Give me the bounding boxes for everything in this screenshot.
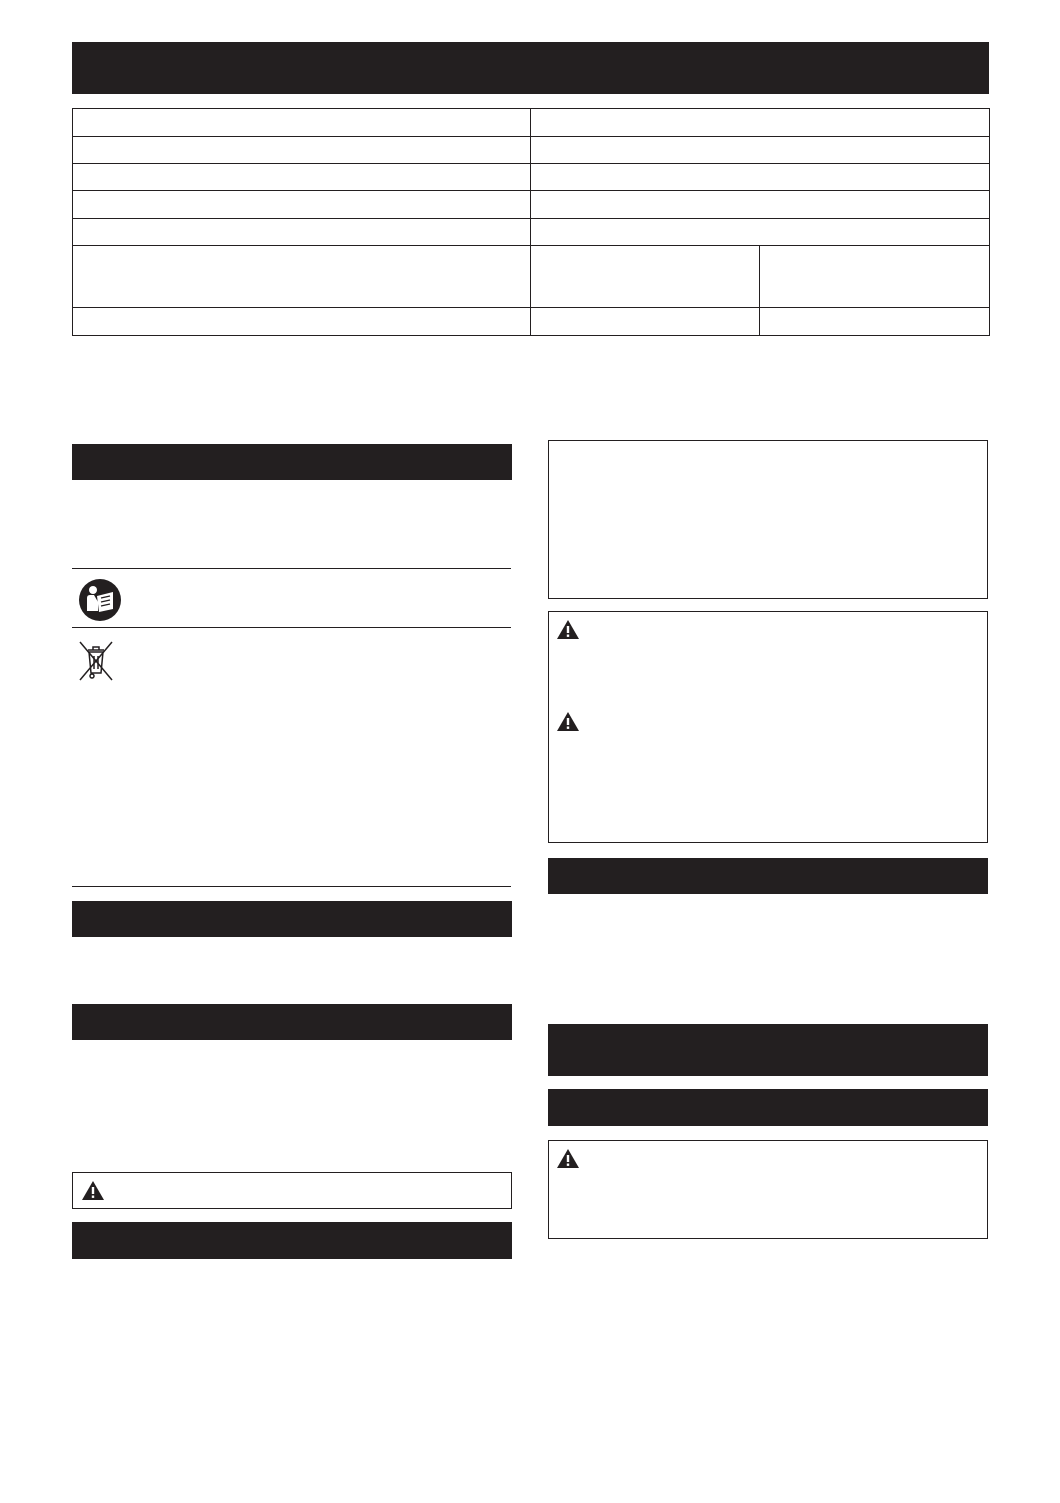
section-heading-bar-symbols — [72, 444, 512, 480]
divider — [72, 886, 511, 887]
warning-triangle-icon — [81, 1180, 105, 1201]
table-row — [73, 308, 990, 336]
table-row — [73, 137, 990, 164]
divider — [72, 568, 511, 569]
divider — [72, 627, 511, 628]
page-title-bar — [72, 42, 989, 94]
table-row — [73, 164, 990, 191]
section-heading-bar — [72, 1222, 512, 1259]
chapter-heading-bar — [548, 1024, 988, 1076]
warning-box — [548, 611, 988, 843]
section-heading-bar — [548, 858, 988, 894]
section-heading-bar — [72, 1004, 512, 1040]
crossed-out-wheeled-bin-icon — [78, 640, 114, 682]
warning-box — [72, 1172, 512, 1209]
specifications-table — [72, 108, 990, 336]
read-instruction-manual-icon — [78, 578, 122, 622]
warning-box — [548, 1140, 988, 1239]
table-row — [73, 191, 990, 219]
warning-triangle-icon — [556, 619, 580, 640]
warning-triangle-icon — [556, 1148, 580, 1169]
table-row — [73, 246, 990, 308]
table-row — [73, 109, 990, 137]
table-row — [73, 219, 990, 246]
section-heading-bar — [548, 1089, 988, 1126]
section-heading-bar — [72, 901, 512, 937]
warning-triangle-icon — [556, 711, 580, 732]
notice-box — [548, 440, 988, 599]
